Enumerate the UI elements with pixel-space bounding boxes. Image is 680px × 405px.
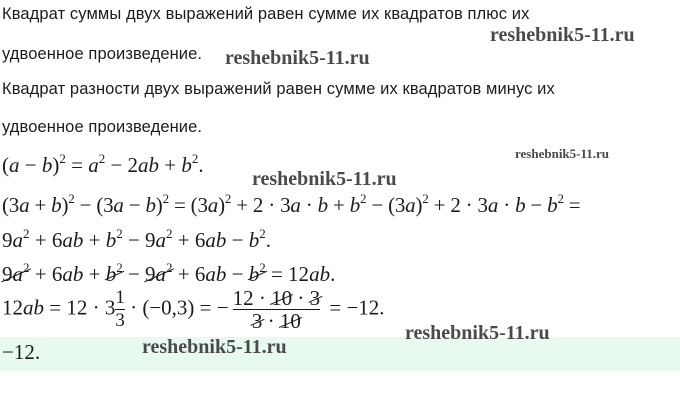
- paragraph-sum-square-line1: Квадрат суммы двух выражений равен сумме их квадратов плюс их: [2, 5, 530, 23]
- answer-value: −12.: [2, 340, 41, 364]
- watermark: reshebnik5-11.ru: [515, 146, 610, 161]
- formula-simplify: $9a^2 + 6ab + b^2 - 9a^2 + 6ab - b^2 = 12ab$.: [2, 260, 336, 286]
- paragraph-sum-square-line2: удвоенное произведение.: [2, 45, 203, 63]
- answer-highlight: [0, 337, 680, 371]
- watermark: reshebnik5-11.ru: [142, 336, 287, 358]
- formula-evaluate: 12ab = 12 · 3 $\frac{1}{3}$ · (−0,3) = − $\frac{12 \cdot 10 \cdot 3}{3 \cdot 10}$ = −12.: [2, 286, 385, 333]
- formula-expand-line2: $9a^2 + 6ab + b^2 - 9a^2 + 6ab - b^2$.: [2, 226, 271, 252]
- paragraph-diff-square-line2: удвоенное произведение.: [2, 118, 203, 136]
- formula-identity: $(a - b)^2 = a^2 - 2ab + b^2$.: [2, 151, 204, 177]
- watermark: reshebnik5-11.ru: [405, 322, 550, 344]
- watermark: reshebnik5-11.ru: [252, 168, 397, 190]
- watermark: reshebnik5-11.ru: [490, 24, 635, 46]
- watermark: reshebnik5-11.ru: [225, 47, 370, 69]
- formula-expand-line1: $(3a + b)^2 - (3a - b)^2 = (3a)^2 + 2 \cdot 3a \cdot b + b^2 - (3a)^2 + 2 \cdot 3a \cdot b - b^2$ =: [2, 191, 581, 217]
- paragraph-diff-square-line1: Квадрат разности двух выражений равен сумме их квадратов минус их: [2, 80, 555, 98]
